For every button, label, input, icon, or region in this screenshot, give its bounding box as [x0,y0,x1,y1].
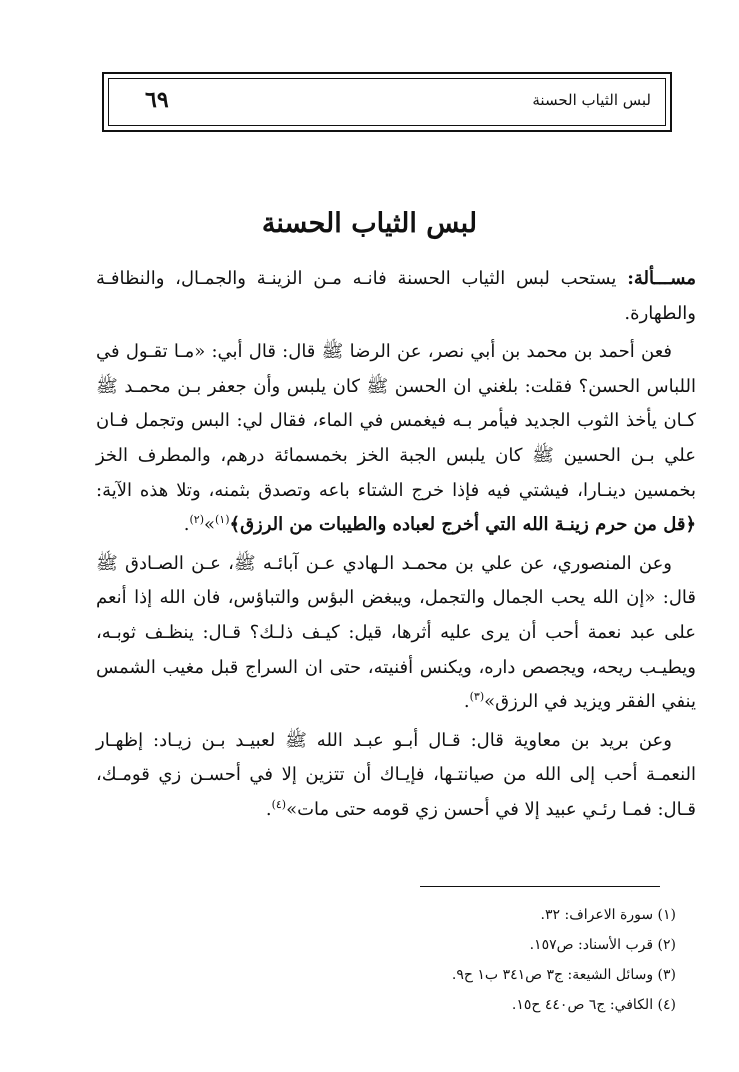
footnote-3: (٣) وسائل الشيعة: ج٣ ص٣٤١ ب١ ح٩. [451,967,676,983]
paragraph-4 [96,724,696,828]
footnote-ref-3[interactable]: (٣) [469,690,485,704]
footnote-ref-4[interactable]: (٤) [271,797,287,811]
issue-keyword: مســـألة: [627,268,696,289]
paragraph-4-end: . [265,798,272,820]
paragraph-2-text: فعن أحمد بن محمد بن أبي نصر، عن الرضا ﷺ قال: قال أبي: «مـا تقـول في اللباس الحسن؟ فقلت: بلغني ان الحسن ﷺ كان يلبس وأن جعفر بـن محمـد ﷺ كـان يأخذ الثوب الجديد فيأمر بـه فيغمس في الماء، فقال لي: البس وتجمل فـان علي بـن الحسين ﷺ كان يلبس الجبة الخز بخمسمائة درهم، والمطرف الخز بخمسين دينـارا، فيشتي فيه فإذا خرج الشتاء باعه وتصدق بثمنه، وتلا هذه الآية: [96,341,696,501]
running-header [102,72,672,132]
footnote-separator [420,886,660,887]
paragraph-3-text: وعن المنصوري، عن علي بن محمـد الـهادي عـن آبائـه ﷺ، عـن الصـادق ﷺ قال: «إن الله يحب الجمال والتجمل، ويبغض البؤس والتباؤس، فان الله إذا أنعم على عبد نعمة أحب أن يرى عليه أثرها، قيل: كيـف ذلـك؟ قـال: ينظـف ثوبـه، ويطيـب ريحه، ويجصص داره، ويكنس أفنيته، حتى ان السراج قبل مغيب الشمس ينفي الفقر ويزيد في الرزق» [96,552,696,713]
quran-verse: ﴿قل من حرم زينـة الله التي أخرج لعباده والطيبات من الرزق﴾ [229,514,696,536]
header-inner-border [108,78,666,126]
paragraph-3-end: . [463,691,470,713]
quote-close: » [203,514,215,536]
footnote-ref-2[interactable]: (٢) [189,513,204,527]
chapter-title: لبس الثياب الحسنة [261,208,478,239]
footnote-2: (٢) قرب الأسناد: ص١٥٧. [529,937,676,953]
paragraph-2-end: . [183,514,190,536]
running-title: لبس الثياب الحسنة [532,91,651,109]
footnotes [96,900,676,1020]
paragraph-3 [96,547,696,720]
footnote-4: (٤) الكافي: ج٦ ص٤٤٠ ح١٥. [511,997,676,1013]
footnote-1: (١) سورة الاعراف: ٣٢. [540,907,676,923]
body-text [96,262,696,832]
footnote-ref-1[interactable]: (١) [215,513,230,527]
page-number: ٦٩ [145,87,169,113]
paragraph-1-text: يستحب لبس الثياب الحسنة فانـه مـن الزينـة والجمـال، والنظافـة والطهارة. [96,268,696,324]
paragraph-4-text: وعن بريد بن معاوية قال: قـال أبـو عبـد الله ﷺ لعبيـد بـن زيـاد: إظهـار النعمـة أحب إلى الله من صيانتـها، فإيـاك أن تتزين إلا في أحسـن زي قومـك، قـال: فمـا رئـي عبيد إلا في أحسن زي قومه حتى مات» [96,729,696,820]
paragraph-1 [96,262,696,331]
paragraph-2 [96,335,696,543]
